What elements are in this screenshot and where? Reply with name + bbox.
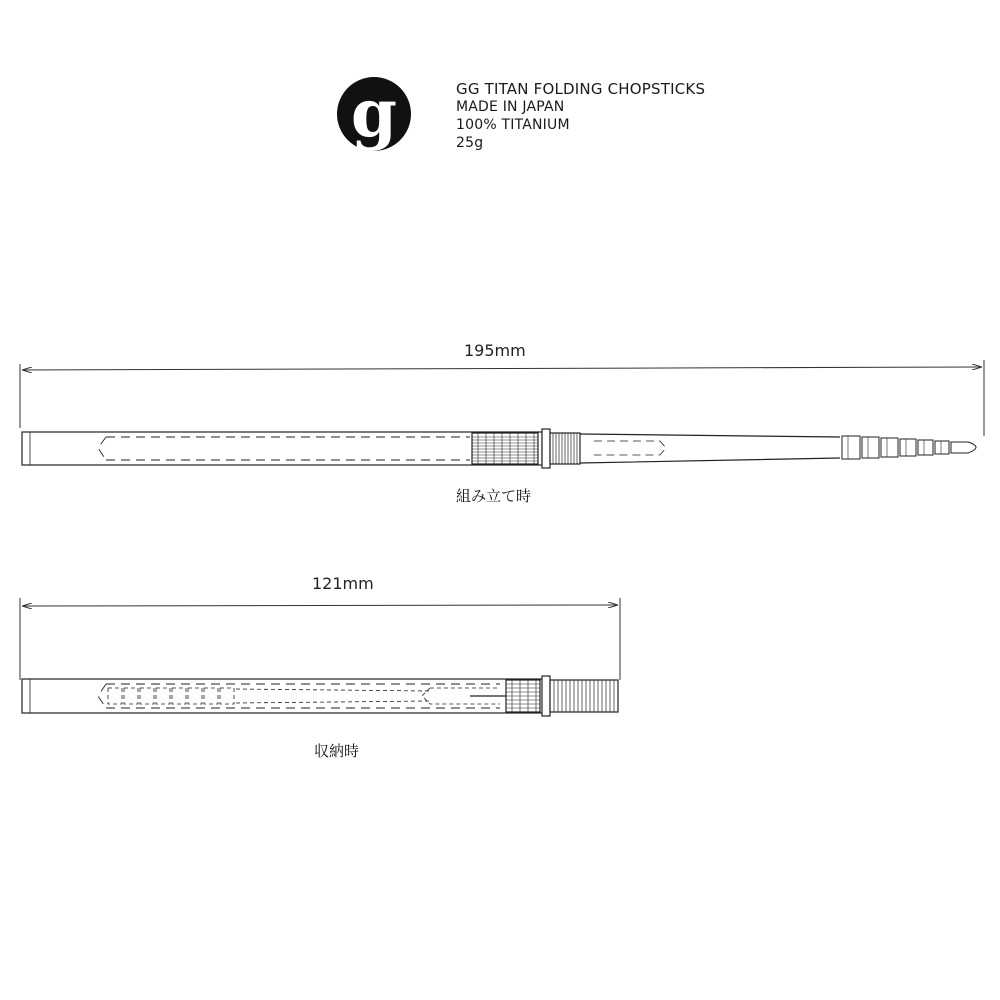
assembled-collar bbox=[542, 429, 550, 468]
assembled-dimension-line bbox=[22, 367, 982, 370]
stored-length-label: 121mm bbox=[312, 574, 374, 593]
stored-thread bbox=[550, 680, 618, 712]
stored-dimension bbox=[20, 598, 620, 680]
assembled-tip-ribs bbox=[842, 436, 976, 459]
assembled-chopstick bbox=[22, 429, 976, 468]
product-material: 100% TITANIUM bbox=[456, 117, 570, 133]
assembled-dimension bbox=[20, 360, 984, 436]
product-name: GG TITAN FOLDING CHOPSTICKS bbox=[456, 80, 706, 98]
assembled-handle bbox=[22, 432, 542, 465]
assembled-tip-taper bbox=[580, 434, 840, 463]
stored-collar bbox=[542, 676, 550, 716]
stored-dimension-line bbox=[22, 605, 618, 606]
assembled-caption: 組み立て時 bbox=[456, 487, 532, 505]
product-origin: MADE IN JAPAN bbox=[456, 99, 565, 115]
assembled-length-label: 195mm bbox=[464, 341, 526, 360]
assembled-knurl-grip bbox=[472, 433, 538, 464]
stored-chopstick bbox=[22, 676, 618, 716]
product-weight: 25g bbox=[456, 135, 484, 151]
brand-logo-letter: g bbox=[350, 76, 398, 152]
assembled-tip-inner bbox=[594, 441, 666, 455]
stored-caption: 収納時 bbox=[314, 742, 360, 760]
